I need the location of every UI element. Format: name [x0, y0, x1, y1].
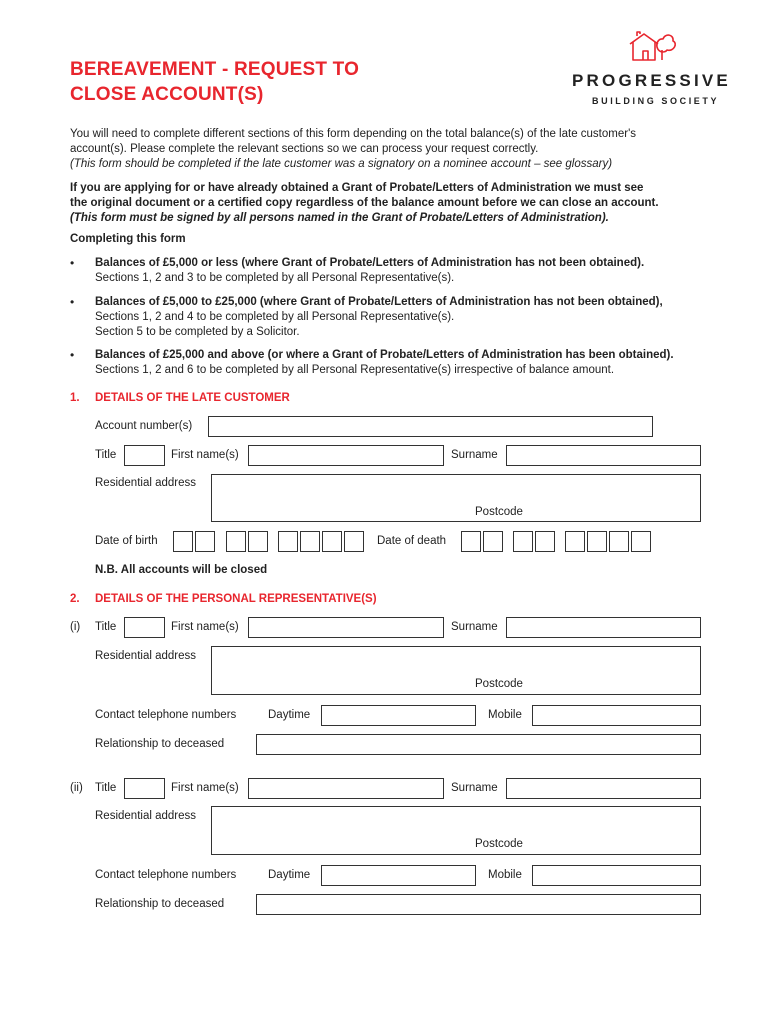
section-2-number: 2.: [70, 593, 80, 605]
date-of-death-label: Date of death: [377, 535, 447, 547]
probate-notice: [70, 181, 659, 226]
house-tree-icon: [626, 30, 678, 64]
rep-1-daytime-label: Daytime: [268, 709, 311, 721]
rep-1-mobile-label: Mobile: [488, 709, 522, 721]
rep-1-postcode-label: Postcode: [475, 678, 523, 690]
logo-name: PROGRESSIVE: [572, 71, 731, 90]
dod-digit-box[interactable]: [461, 531, 481, 552]
dob-digit-box[interactable]: [226, 531, 246, 552]
dod-digit-box[interactable]: [513, 531, 533, 552]
dob-digit-box[interactable]: [300, 531, 320, 552]
rep-2-marker: (ii): [70, 782, 83, 794]
address-input[interactable]: [211, 474, 701, 522]
all-accounts-closed-note: N.B. All accounts will be closed: [95, 564, 268, 576]
address-label: Residential address: [95, 477, 197, 489]
bullet-icon: •: [70, 295, 75, 309]
list-item: [95, 256, 644, 286]
title-input[interactable]: [124, 445, 165, 466]
date-of-birth-label: Date of birth: [95, 535, 158, 547]
bullet-icon: •: [70, 256, 75, 270]
intro-text: [70, 127, 636, 172]
dod-digit-box[interactable]: [565, 531, 585, 552]
rep-2-mobile-label: Mobile: [488, 869, 522, 881]
first-names-input[interactable]: [248, 445, 444, 466]
dod-digit-box[interactable]: [631, 531, 651, 552]
rep-2-title-label: Title: [95, 782, 117, 794]
rep-2-surname-label: Surname: [451, 782, 498, 794]
rep-1-title-label: Title: [95, 621, 117, 633]
bullet-icon: •: [70, 348, 75, 362]
rep-2-title-input[interactable]: [124, 778, 165, 799]
list-item-text: Section 5 to be completed by a Solicitor.: [95, 326, 300, 338]
dod-digit-box[interactable]: [587, 531, 607, 552]
section-2-heading: DETAILS OF THE PERSONAL REPRESENTATIVE(S): [95, 593, 377, 605]
section-1-heading: DETAILS OF THE LATE CUSTOMER: [95, 392, 290, 404]
rep-2-relationship-label: Relationship to deceased: [95, 898, 225, 910]
rep-1-marker: (i): [70, 621, 81, 633]
rep-2-daytime-label: Daytime: [268, 869, 311, 881]
rep-1-address-label: Residential address: [95, 650, 197, 662]
dob-digit-box[interactable]: [322, 531, 342, 552]
rep-1-relationship-label: Relationship to deceased: [95, 738, 225, 750]
rep-1-first-names-label: First name(s): [171, 621, 239, 633]
probate-line: (This form must be signed by all persons named in the Grant of Probate/Letters of Administration).: [70, 212, 609, 224]
list-item-text: Sections 1, 2 and 6 to be completed by all Personal Representative(s) irrespective of balance amount.: [95, 364, 615, 376]
completing-heading: Completing this form: [70, 233, 186, 245]
dob-digit-box[interactable]: [248, 531, 268, 552]
list-item-heading: Balances of £5,000 or less (where Grant of Probate/Letters of Administration has not been obtained).: [95, 257, 645, 269]
account-numbers-label: Account number(s): [95, 420, 193, 432]
list-item: [95, 348, 674, 378]
rep-1-surname-label: Surname: [451, 621, 498, 633]
rep-1-mobile-input[interactable]: [532, 705, 701, 726]
dod-digit-box[interactable]: [609, 531, 629, 552]
account-numbers-input[interactable]: [208, 416, 653, 437]
rep-2-daytime-input[interactable]: [321, 865, 476, 886]
rep-2-address-label: Residential address: [95, 810, 197, 822]
dod-digit-box[interactable]: [483, 531, 503, 552]
rep-1-contact-label: Contact telephone numbers: [95, 709, 237, 721]
surname-label: Surname: [451, 449, 498, 461]
rep-1-relationship-input[interactable]: [256, 734, 701, 755]
postcode-label: Postcode: [475, 506, 523, 518]
probate-line: the original document or a certified copy regardless of the balance amount before we can close an account.: [70, 197, 659, 209]
surname-input[interactable]: [506, 445, 701, 466]
list-item-heading: Balances of £25,000 and above (or where a Grant of Probate/Letters of Administration has been obtained).: [95, 349, 674, 361]
rep-1-address-input[interactable]: [211, 646, 701, 695]
dob-digit-box[interactable]: [278, 531, 298, 552]
list-item: [95, 295, 663, 340]
rep-1-first-names-input[interactable]: [248, 617, 444, 638]
title-label: Title: [95, 449, 117, 461]
intro-line: (This form should be completed if the late customer was a signatory on a nominee account – see glossary): [70, 158, 613, 170]
rep-1-daytime-input[interactable]: [321, 705, 476, 726]
rep-2-mobile-input[interactable]: [532, 865, 701, 886]
dod-digit-box[interactable]: [535, 531, 555, 552]
probate-line: If you are applying for or have already obtained a Grant of Probate/Letters of Administration we must see: [70, 182, 644, 194]
dob-digit-box[interactable]: [344, 531, 364, 552]
page-title: [70, 57, 359, 107]
first-names-label: First name(s): [171, 449, 239, 461]
intro-line: account(s). Please complete the relevant sections so we can process your request correctly.: [70, 143, 539, 155]
list-item-text: Sections 1, 2 and 4 to be completed by all Personal Representative(s).: [95, 311, 455, 323]
dob-digit-box[interactable]: [195, 531, 215, 552]
rep-2-first-names-label: First name(s): [171, 782, 239, 794]
list-item-heading: Balances of £5,000 to £25,000 (where Grant of Probate/Letters of Administration has not been obtained),: [95, 296, 663, 308]
rep-2-postcode-label: Postcode: [475, 838, 523, 850]
title-line-2: CLOSE ACCOUNT(S): [70, 84, 264, 105]
intro-line: You will need to complete different sections of this form depending on the total balance(s) of the late customer's: [70, 128, 637, 140]
dob-digit-box[interactable]: [173, 531, 193, 552]
title-line-1: BEREAVEMENT - REQUEST TO: [70, 59, 360, 80]
rep-2-address-input[interactable]: [211, 806, 701, 855]
rep-2-surname-input[interactable]: [506, 778, 701, 799]
rep-1-surname-input[interactable]: [506, 617, 701, 638]
rep-2-first-names-input[interactable]: [248, 778, 444, 799]
list-item-text: Sections 1, 2 and 3 to be completed by all Personal Representative(s).: [95, 272, 455, 284]
logo-subtitle: BUILDING SOCIETY: [592, 96, 720, 106]
rep-2-relationship-input[interactable]: [256, 894, 701, 915]
rep-2-contact-label: Contact telephone numbers: [95, 869, 237, 881]
rep-1-title-input[interactable]: [124, 617, 165, 638]
section-1-number: 1.: [70, 392, 80, 404]
